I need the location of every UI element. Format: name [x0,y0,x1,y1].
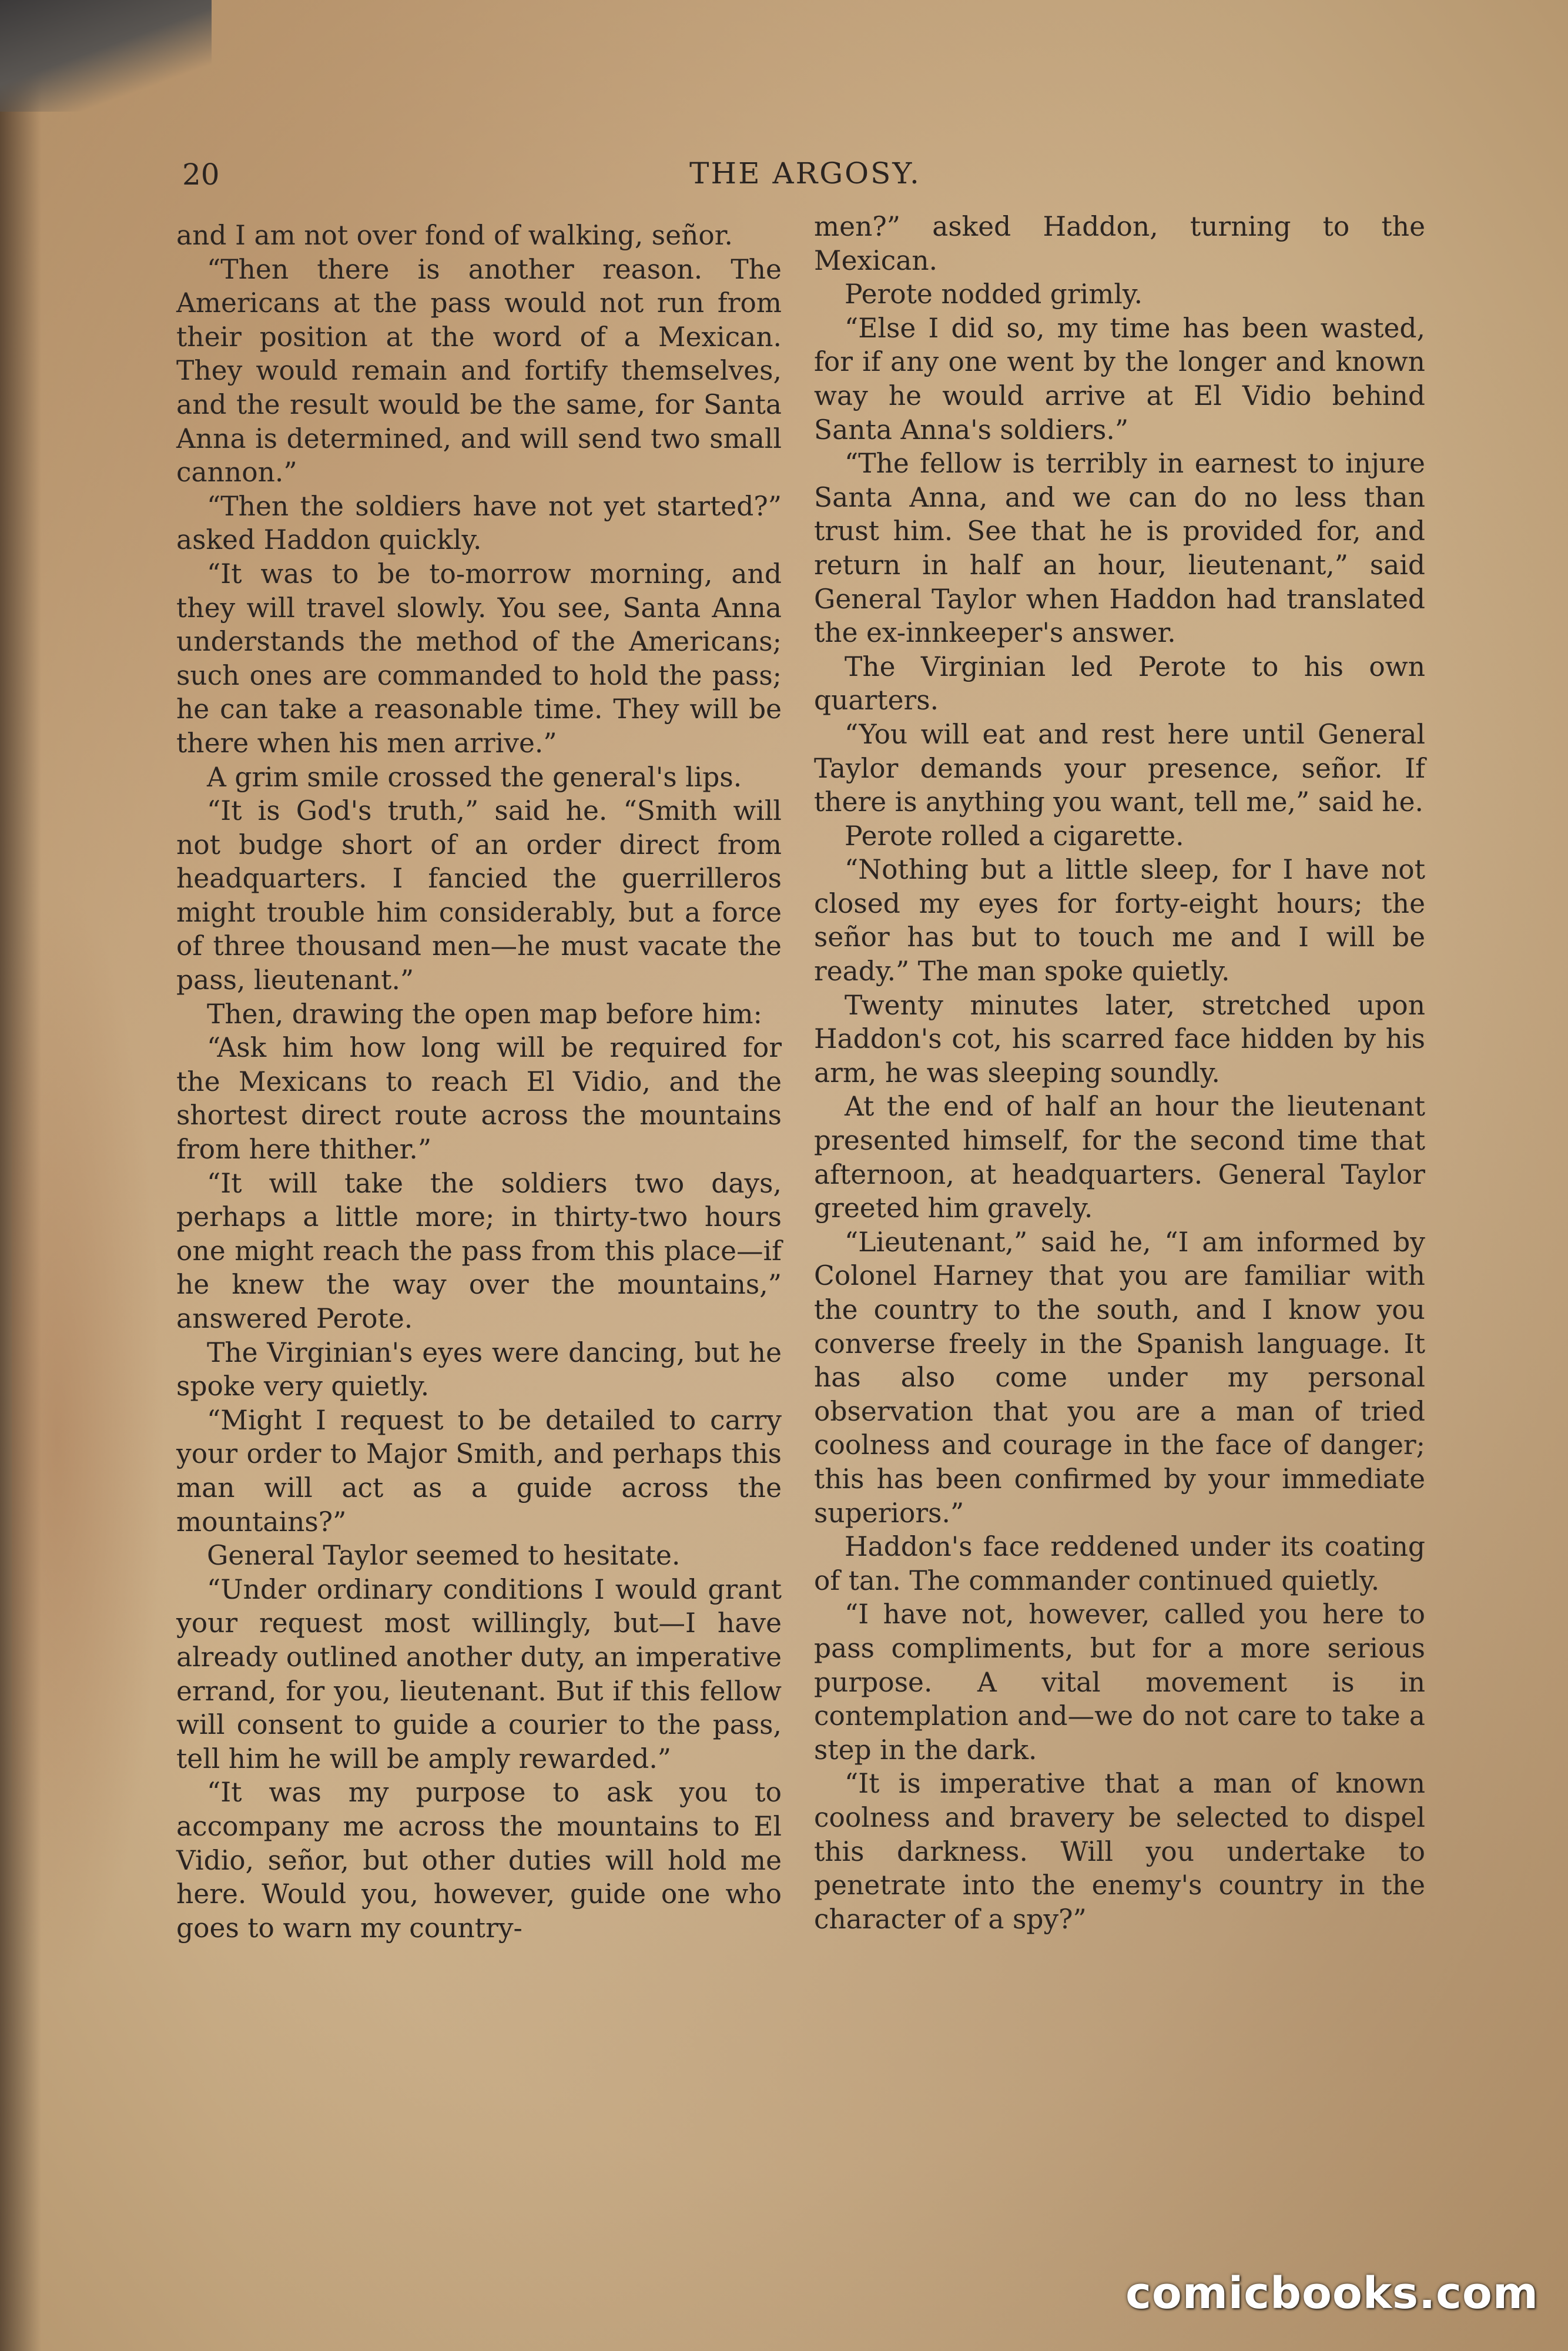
paragraph: Perote rolled a cigarette. [845,820,1184,852]
paragraph: Twenty minutes later, stretched upon Haddon's cot, his scarred face hidden by his arm, he was sleeping soundly. [814,989,1425,1089]
paragraph: “It was my purpose to ask you to accompany me across the mountains to El Vidio, señor, but other duties will hold me here. Would you, however, guide one who goes to warn my country- [176,1777,782,1944]
page-number: 20 [182,158,220,192]
paragraph: “Else I did so, my time has been wasted, for if any one went by the longer and known way he would arrive at El Vidio behind Santa Anna's soldiers.” [814,312,1425,446]
paragraph: “The fellow is terribly in earnest to injure Santa Anna, and we can do no less than trust him. See that he is provided for, and return in half an hour, lieutenant,” said General Taylor when Haddon had translated the ex-innkeeper's answer. [814,448,1425,649]
text-column-left [176,219,782,1945]
paragraph: “It is imperative that a man of known coolness and bravery be selected to dispel this darkness. Will you undertake to penetrate into the enemy's country in the character of a spy?” [814,1768,1425,1935]
paragraph: men?” asked Haddon, turning to the Mexican. [814,211,1425,276]
paragraph: “Under ordinary conditions I would grant your request most willingly, but—I have already outlined another duty, an imperative errand, for you, lieutenant. But if this fellow will consent to guide a courier to the pass, tell him he will be amply rewarded.” [176,1573,782,1774]
paragraph: “I have not, however, called you here to pass compliments, but for a more serious purpose. A vital movement is in contemplation and—we do not care to take a step in the dark. [814,1599,1425,1766]
paragraph: The Virginian's eyes were dancing, but he spoke very quietly. [176,1337,782,1402]
paragraph: At the end of half an hour the lieutenant presented himself, for the second time that afternoon, at headquarters. General Taylor greeted him gravely. [814,1091,1425,1224]
paragraph: “Ask him how long will be required for the Mexicans to reach El Vidio, and the shortest direct route across the mountains from here thither.” [176,1032,782,1166]
paragraph: “Then the soldiers have not yet started?” asked Haddon quickly. [176,490,782,556]
paragraph: Perote nodded grimly. [845,279,1143,310]
paragraph: “Might I request to be detailed to carry your order to Major Smith, and perhaps this man will act as a guide across the mountains?” [176,1404,782,1538]
paragraph: “Lieutenant,” said he, “I am informed by Colonel Harney that you are familiar with the country to the south, and I know you converse freely in the Spanish language. It has also come under my personal observation that you are a man of tried coolness and courage in the face of danger; this has been confirmed by your immediate superiors.” [814,1226,1425,1529]
paragraph: General Taylor seemed to hesitate. [207,1540,681,1572]
paragraph: and I am not over fond of walking, señor. [176,220,733,251]
paragraph: “Then there is another reason. The Americans at the pass would not run from their position at the word of a Mexican. They would remain and fortify themselves, and the result would be the same, for Santa Anna is determined, and will send two small cannon.” [176,253,782,488]
text-column-right [814,210,1425,1936]
running-title: THE ARGOSY. [689,156,921,190]
paragraph: A grim smile crossed the general's lips. [207,761,742,793]
torn-corner [0,0,212,112]
watermark-logo: comicbooks.com [1125,2268,1539,2319]
paragraph: “It was to be to-morrow morning, and they will travel slowly. You see, Santa Anna understands the method of the Americans; such ones are commanded to hold the pass; he can take a reasonable time. They will be there when his men arrive.” [176,558,782,759]
page-header [176,152,1434,199]
paragraph: The Virginian led Perote to his own quarters. [814,651,1425,716]
paragraph: Haddon's face reddened under its coating of tan. The commander continued quietly. [814,1531,1425,1596]
paragraph: Then, drawing the open map before him: [207,998,763,1030]
paper-stain [12,882,165,1998]
paragraph: “It will take the soldiers two days, perhaps a little more; in thirty-two hours one might reach the pass from this place—if he knew the way over the mountains,” answered Perote. [176,1167,782,1334]
paragraph: “It is God's truth,” said he. “Smith will not budge short of an order direct from headquarters. I fancied the guerrilleros might trouble him considerably, but a force of three thousand men—he must vacate the pass, lieutenant.” [176,795,782,996]
paragraph: “Nothing but a little sleep, for I have not closed my eyes for forty-eight hours; the señor has but to touch me and I will be ready.” The man spoke quietly. [814,854,1425,987]
paragraph: “You will eat and rest here until General Taylor demands your presence, señor. If there is anything you want, tell me,” said he. [814,718,1425,818]
